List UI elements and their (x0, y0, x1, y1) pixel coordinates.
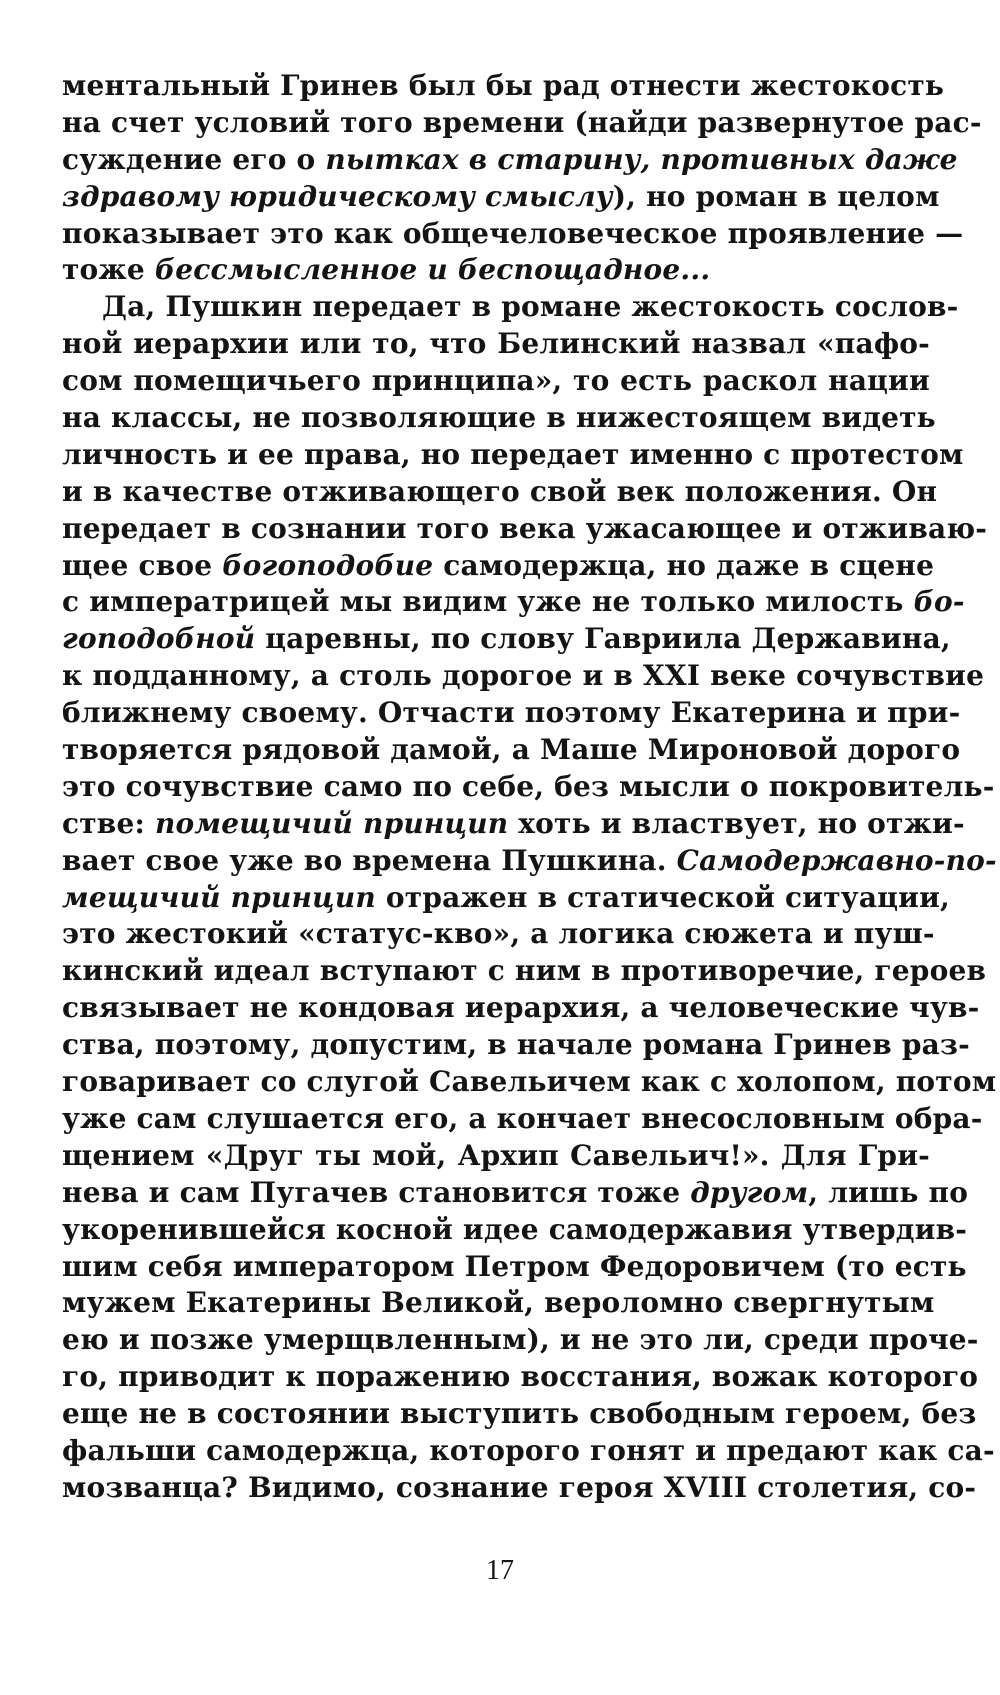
text-line (62, 363, 930, 400)
text-run: нева и сам Пугачев становится тоже (62, 1175, 691, 1209)
italic-run: мещичий принцип (62, 880, 376, 914)
text-run: показывает это как общечеловеческое проявление — (62, 216, 964, 250)
text-line (62, 437, 964, 474)
text-run: мужем Екатерины Великой, вероломно свергнутым (62, 1286, 935, 1320)
page-number: 17 (486, 1555, 514, 1586)
italic-run: помещичий принцип (154, 806, 509, 840)
text-line (62, 769, 995, 806)
text-run: уже сам слушается его, а кончает внесословным обра- (62, 1101, 983, 1135)
text-run: ной иерархии или то, что Белинский назвал «пафо- (62, 327, 930, 361)
text-run: это жестокий «статус-кво», а логика сюжета и пуш- (62, 917, 935, 951)
italic-run: бессмысленное и беспощадное... (154, 253, 711, 287)
text-run: стве: (62, 806, 155, 840)
italic-run: богоподобие (222, 548, 434, 582)
text-line (62, 806, 965, 843)
text-run: говаривает со слугой Савельичем как с холопом, потом (62, 1065, 997, 1099)
text-line (62, 1433, 995, 1470)
paragraph-first-line (62, 289, 959, 326)
text-run: это сочувствие само по себе, без мысли о покровитель- (62, 769, 995, 803)
text-block (62, 68, 997, 1507)
text-run: вает свое уже во времена Пушкина. (62, 843, 677, 877)
text-line (62, 326, 930, 363)
text-run: ства, поэтому, допустим, в начале романа Гринев раз- (62, 1028, 970, 1062)
text-line (62, 1396, 977, 1433)
text-line (62, 843, 997, 880)
text-run: еще не в состоянии выступить свободным героем, без (62, 1397, 977, 1431)
text-run: ближнему своему. Отчасти поэтому Екатерина и при- (62, 696, 961, 730)
text-line (62, 1249, 967, 1286)
text-run: личность и ее права, но передает именно с протестом (62, 437, 964, 471)
text-run: царевны, по слову Гавриила Державина, (255, 622, 951, 656)
text-run: фальши самодержца, которого гонят и предают как са- (62, 1433, 995, 1467)
text-line (62, 511, 988, 548)
text-line (62, 252, 930, 289)
text-line (62, 1359, 979, 1396)
text-line (62, 1285, 935, 1322)
text-line (62, 732, 961, 769)
text-run: сом помещичьего принципа», то есть раскол нации (62, 364, 930, 398)
text-line (62, 1027, 970, 1064)
text-line (62, 1470, 977, 1507)
text-line (62, 584, 965, 621)
text-run: Да, Пушкин передает в романе жестокость сослов- (102, 290, 959, 324)
text-line (62, 990, 980, 1027)
text-line (62, 179, 940, 216)
italic-run: Самодержавно-по- (676, 843, 997, 877)
text-run: щением «Друг ты мой, Архип Савельич!». Для Гри- (62, 1138, 930, 1172)
text-run: мозванца? Видимо, сознание героя XVIII столетия, со- (62, 1470, 977, 1504)
text-run: тоже (62, 253, 155, 287)
text-run: и в качестве отживающего свой век положения. Он (62, 474, 938, 508)
text-line (62, 1101, 983, 1138)
text-line (62, 1064, 997, 1101)
text-run: самодержца, но даже в сцене (433, 548, 935, 582)
text-line (62, 68, 945, 105)
text-run: ), но роман в целом (612, 179, 940, 213)
text-line (62, 880, 951, 917)
text-run: на классы, не позволяющие в нижестоящем видеть (62, 401, 936, 435)
text-run: с императрицей мы видим уже не только милость (62, 585, 914, 619)
text-run: ментальный Гринев был бы рад отнести жестокость (62, 69, 945, 102)
text-run: на счет условий того времени (найди развернутое рас- (62, 105, 982, 139)
text-run: кинский идеал вступают с ним в противоречие, героев (62, 954, 987, 988)
text-line (62, 548, 935, 585)
italic-run: другом (690, 1175, 809, 1209)
text-run: творяется рядовой дамой, а Маше Мироновой дорого (62, 733, 961, 767)
italic-run: пытках в старину, противных даже (325, 142, 958, 176)
text-line (62, 216, 964, 253)
text-line (62, 621, 951, 658)
text-line (62, 1175, 969, 1212)
text-line (62, 1212, 968, 1249)
text-run: отражен в статической ситуации, (375, 880, 951, 914)
italic-run: бо- (913, 585, 965, 619)
text-run: суждение его о (62, 142, 326, 176)
text-run: , лишь по (808, 1175, 969, 1209)
text-run: шим себя императором Петром Федоровичем (то есть (62, 1249, 967, 1283)
text-run: ею и позже умерщвленным), и не это ли, среди проче- (62, 1323, 979, 1357)
text-line (62, 1138, 930, 1175)
text-line (62, 1322, 979, 1359)
text-line (62, 474, 938, 511)
text-run: го, приводит к поражению восстания, вожак которого (62, 1360, 979, 1394)
text-line (62, 916, 935, 953)
text-run: связывает не кондовая иерархия, а человеческие чув- (62, 991, 980, 1025)
text-line (62, 953, 987, 990)
text-line (62, 105, 982, 142)
italic-run: гоподобной (62, 622, 256, 656)
italic-run: здравому юридическому смыслу (62, 179, 613, 213)
text-run: передает в сознании того века ужасающее и отживаю- (62, 511, 988, 545)
text-run: щее свое (62, 548, 223, 582)
text-line (62, 142, 958, 179)
text-line (62, 658, 985, 695)
text-line (62, 695, 961, 732)
text-line (62, 400, 936, 437)
text-run: укоренившейся косной идее самодержавия утвердив- (62, 1212, 968, 1246)
text-run: к подданному, а столь дорогое и в XXI веке сочувствие (62, 659, 985, 693)
text-run: хоть и властвует, но отжи- (508, 806, 965, 840)
